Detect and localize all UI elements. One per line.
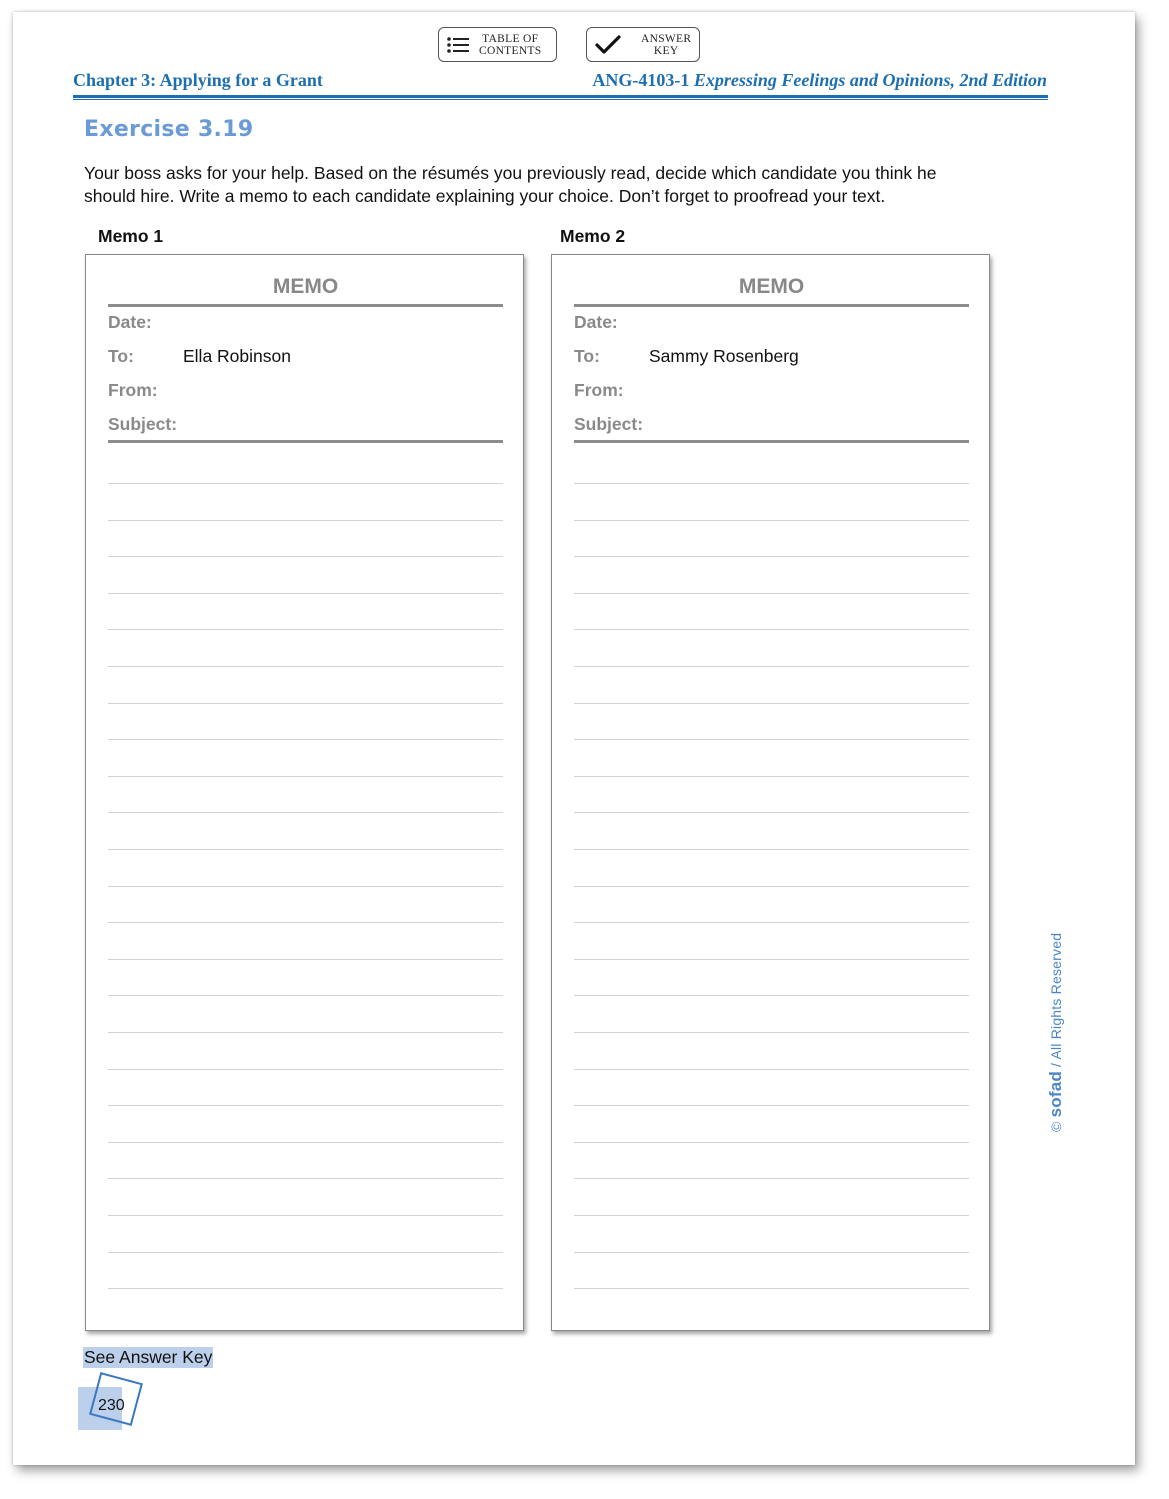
writing-line xyxy=(108,556,503,557)
memo2-form xyxy=(551,254,990,1331)
writing-line xyxy=(574,1215,969,1216)
rights-text: / All Rights Reserved xyxy=(1048,932,1064,1072)
writing-line xyxy=(108,703,503,704)
writing-line xyxy=(574,1142,969,1143)
from-label: From: xyxy=(108,380,158,400)
memo-divider xyxy=(108,440,503,443)
subject-label: Subject: xyxy=(108,414,178,434)
list-icon xyxy=(447,36,469,54)
writing-line xyxy=(108,739,503,740)
to-label: To: xyxy=(108,346,134,366)
memo-divider xyxy=(574,440,969,443)
writing-line xyxy=(574,739,969,740)
course-code: ANG-4103-1 xyxy=(592,70,690,90)
writing-line xyxy=(574,812,969,813)
memo-heading: MEMO xyxy=(738,275,805,298)
writing-line xyxy=(108,593,503,594)
writing-line xyxy=(574,666,969,667)
writing-line xyxy=(574,886,969,887)
writing-line xyxy=(108,959,503,960)
writing-line xyxy=(108,1215,503,1216)
checkmark-icon xyxy=(595,34,621,56)
writing-line xyxy=(574,520,969,521)
memo-divider xyxy=(108,304,503,307)
writing-line xyxy=(108,1288,503,1289)
writing-line xyxy=(574,959,969,960)
toc-button-label: TABLE OF CONTENTS xyxy=(479,32,542,57)
to-value: Ella Robinson xyxy=(183,346,291,366)
page-number: 230 xyxy=(98,1397,125,1414)
memo2-label: Memo 2 xyxy=(560,226,626,246)
writing-line xyxy=(574,849,969,850)
course-title xyxy=(592,70,1047,91)
see-answer-key-link[interactable]: See Answer Key xyxy=(84,1347,213,1367)
writing-line xyxy=(108,483,503,484)
writing-line xyxy=(574,1178,969,1179)
writing-line xyxy=(574,703,969,704)
writing-line xyxy=(108,1032,503,1033)
writing-line xyxy=(108,886,503,887)
writing-line xyxy=(574,629,969,630)
writing-line xyxy=(108,812,503,813)
writing-line xyxy=(574,1288,969,1289)
writing-line xyxy=(108,666,503,667)
chapter-title: Chapter 3: Applying for a Grant xyxy=(73,70,323,90)
writing-line xyxy=(108,1252,503,1253)
header-rule-thin xyxy=(73,99,1048,100)
exercise-instructions: Your boss asks for your help. Based on the résumés you previously read, decide which candidate you think he should hire. Write a memo to each candidate explaining your choice. Don’t forget to proofread your text. xyxy=(84,163,937,206)
course-name: Expressing Feelings and Opinions, 2nd Edition xyxy=(693,70,1047,90)
writing-line xyxy=(108,1178,503,1179)
writing-line xyxy=(108,1142,503,1143)
date-label: Date: xyxy=(108,312,152,332)
brand-logo: sofad xyxy=(1046,1071,1065,1118)
memo1-form xyxy=(85,254,524,1331)
header-rule xyxy=(73,95,1048,98)
exercise-title: Exercise 3.19 xyxy=(84,117,254,142)
writing-line xyxy=(108,1069,503,1070)
writing-line xyxy=(574,593,969,594)
subject-label: Subject: xyxy=(574,414,644,434)
memo-divider xyxy=(574,304,969,307)
copyright-notice xyxy=(1046,933,1066,1132)
writing-line xyxy=(574,556,969,557)
memo-heading: MEMO xyxy=(272,275,339,298)
writing-line xyxy=(108,776,503,777)
answer-key-button[interactable] xyxy=(586,27,700,62)
writing-line xyxy=(108,520,503,521)
answer-key-button-label: ANSWER KEY xyxy=(641,32,692,57)
writing-line xyxy=(108,849,503,850)
writing-line xyxy=(574,483,969,484)
writing-line xyxy=(574,1069,969,1070)
writing-line xyxy=(574,1032,969,1033)
writing-line xyxy=(108,1105,503,1106)
to-label: To: xyxy=(574,346,600,366)
date-label: Date: xyxy=(574,312,618,332)
writing-line xyxy=(108,629,503,630)
memo1-label: Memo 1 xyxy=(98,226,164,246)
copyright-symbol: © xyxy=(1048,1121,1064,1132)
writing-line xyxy=(574,776,969,777)
writing-line xyxy=(574,1105,969,1106)
writing-line xyxy=(574,995,969,996)
writing-line xyxy=(108,922,503,923)
writing-line xyxy=(108,995,503,996)
to-value: Sammy Rosenberg xyxy=(649,346,799,366)
table-of-contents-button[interactable] xyxy=(438,27,557,62)
from-label: From: xyxy=(574,380,624,400)
writing-line xyxy=(574,922,969,923)
writing-line xyxy=(574,1252,969,1253)
